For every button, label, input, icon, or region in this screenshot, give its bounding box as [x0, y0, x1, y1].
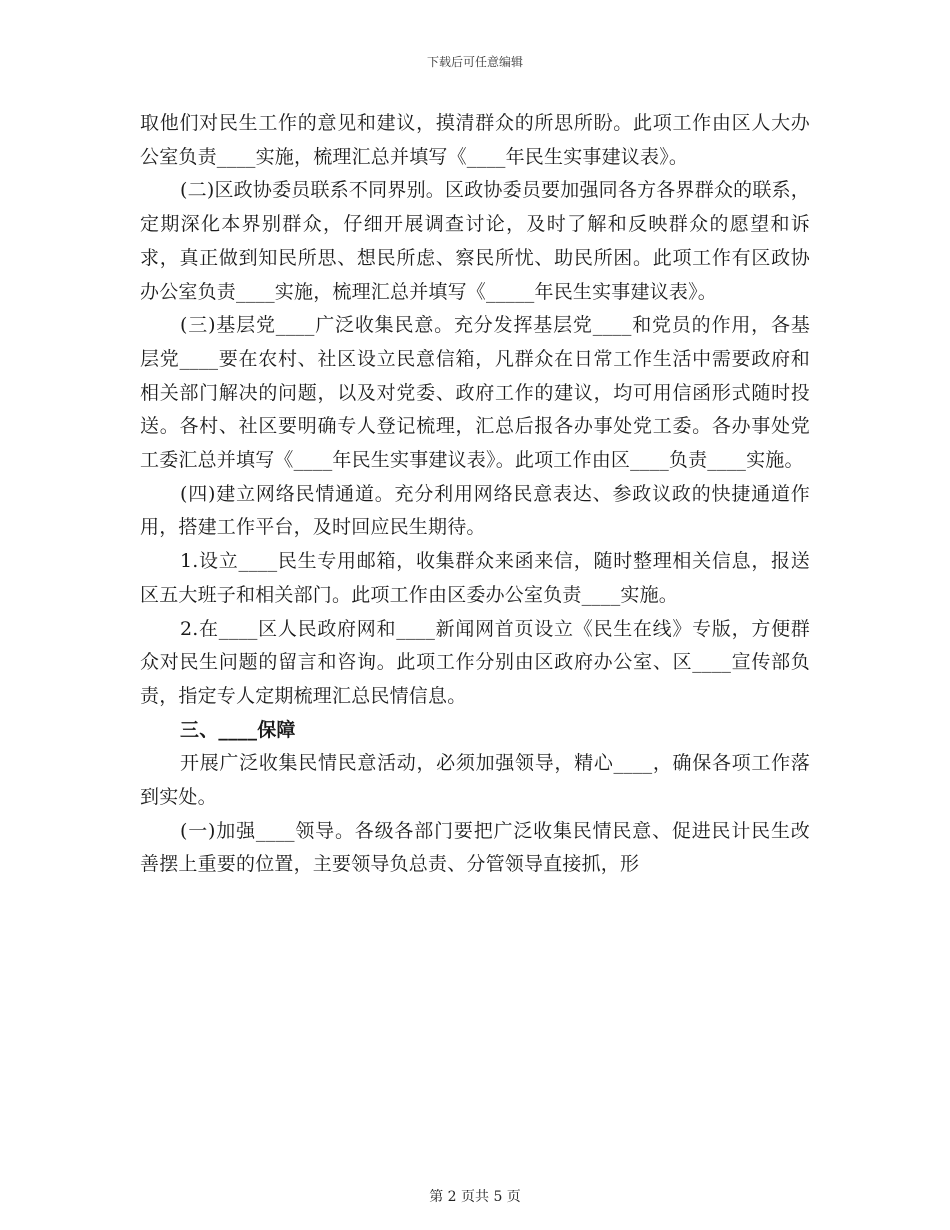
- page-footer: 第 2 页共 5 页: [429, 1189, 521, 1205]
- paragraph-6: 2.在____区人民政府网和____新闻网首页设立《民生在线》专版，方便群众对民生问题的留言和咨询。此项工作分别由区政府办公室、区____宣传部负责，指定专人定期梳理汇总民情信息。: [140, 617, 810, 707]
- paragraph-2: (二)区政协委员联系不同界别。区政协委员要加强同各方各界群众的联系，定期深化本界别群众，仔细开展调查讨论，及时了解和反映群众的愿望和诉求，真正做到知民所思、想民所虑、察民所忧、助民所困。此项工作有区政协办公室负责____实施，梳理汇总并填写《_____年民生实事建议表》。: [140, 179, 810, 303]
- paragraph-7: 开展广泛收集民情民意活动，必须加强领导，精心____，确保各项工作落到实处。: [140, 752, 810, 809]
- paragraph-1: 取他们对民生工作的意见和建议，摸清群众的所思所盼。此项工作由区人大办公室负责____实施，梳理汇总并填写《____年民生实事建议表》。: [140, 112, 810, 168]
- paragraph-8: (一)加强____领导。各级各部门要把广泛收集民情民意、促进民计民生改善摆上重要的位置，主要领导负总责、分管领导直接抓，形: [140, 819, 810, 876]
- paragraph-5: 1.设立____民生专用邮箱，收集群众来函来信，随时整理相关信息，报送区五大班子和相关部门。此项工作由区委办公室负责____实施。: [140, 550, 810, 606]
- section-heading: 三、____保障: [180, 718, 296, 741]
- document-body: [140, 107, 810, 882]
- paragraph-3: (三)基层党____广泛收集民意。充分发挥基层党____和党员的作用，各基层党____要在农村、社区设立民意信箱，凡群众在日常工作生活中需要政府和相关部门解决的问题，以及对党委、政府工作的建议，均可用信函形式随时投送。各村、社区要明确专人登记梳理，汇总后报各办事处党工委。各办事处党工委汇总并填写《____年民生实事建议表》。此项工作由区____负责____实施。: [140, 314, 810, 472]
- paragraph-4: (四)建立网络民情通道。充分利用网络民意表达、参政议政的快捷通道作用，搭建工作平台，及时回应民生期待。: [140, 482, 810, 539]
- page-header: 下载后可任意编辑: [426, 55, 523, 69]
